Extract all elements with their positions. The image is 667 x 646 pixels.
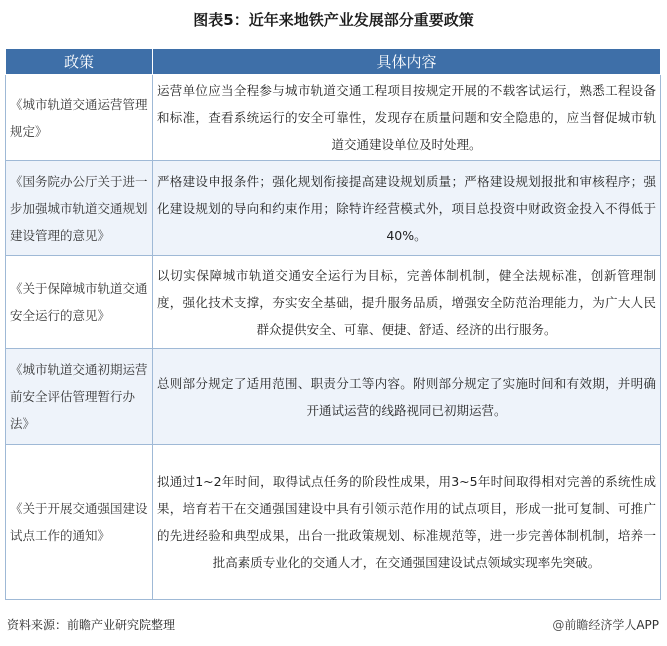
header-content: 具体内容: [153, 49, 661, 75]
source-note: 资料来源：前瞻产业研究院整理: [7, 618, 176, 632]
table-row: [6, 256, 661, 349]
policy-content: 以切实保障城市轨道交通安全运行为目标，完善体制机制，健全法规标准，创新管理制度，强化技术支撑，夯实安全基础，提升服务品质，增强安全防范治理能力，为广大人民群众提供安全、可靠、便捷、舒适、经济的出行服务。: [153, 256, 661, 349]
policy-name: 《关于开展交通强国建设试点工作的通知》: [6, 445, 153, 600]
policy-name: 《城市轨道交通运营管理规定》: [6, 75, 153, 161]
policy-content: 总则部分规定了适用范围、职责分工等内容。附则部分规定了实施时间和有效期，并明确开通试运营的线路视同已初期运营。: [153, 349, 661, 445]
policy-name: 《关于保障城市轨道交通安全运行的意见》: [6, 256, 153, 349]
table-row: [6, 445, 661, 600]
header-policy: 政策: [6, 49, 153, 75]
policy-content: 拟通过1~2年时间，取得试点任务的阶段性成果，用3~5年时间取得相对完善的系统性成果，培育若干在交通强国建设中具有引领示范作用的试点项目，形成一批可复制、可推广的先进经验和典型成果，出台一批政策规划、标准规范等，进一步完善体制机制，培养一批高素质专业化的交通人才，在交通强国建设试点领域实现率先突破。: [153, 445, 661, 600]
chart-title: 图表5：近年来地铁产业发展部分重要政策: [193, 11, 474, 29]
policy-name: 《城市轨道交通初期运营前安全评估管理暂行办法》: [6, 349, 153, 445]
table-row: [6, 161, 661, 256]
at-icon: @: [552, 618, 565, 632]
brand-name: 前瞻经济学人APP: [564, 618, 659, 632]
table-row: [6, 349, 661, 445]
policy-table: [5, 48, 661, 600]
table-row: [6, 75, 661, 161]
policy-content: 运营单位应当全程参与城市轨道交通工程项目按规定开展的不载客试运行，熟悉工程设备和标准，查看系统运行的安全可靠性，发现存在质量问题和安全隐患的，应当督促城市轨道交通建设单位及时处理。: [153, 75, 661, 161]
brand-credit: [552, 616, 659, 633]
policy-name: 《国务院办公厅关于进一步加强城市轨道交通规划建设管理的意见》: [6, 161, 153, 256]
policy-content: 严格建设申报条件；强化规划衔接提高建设规划质量；严格建设规划报批和审核程序；强化建设规划的导向和约束作用；除特许经营模式外，项目总投资中财政资金投入不得低于40%。: [153, 161, 661, 256]
table-header-row: [6, 49, 661, 75]
